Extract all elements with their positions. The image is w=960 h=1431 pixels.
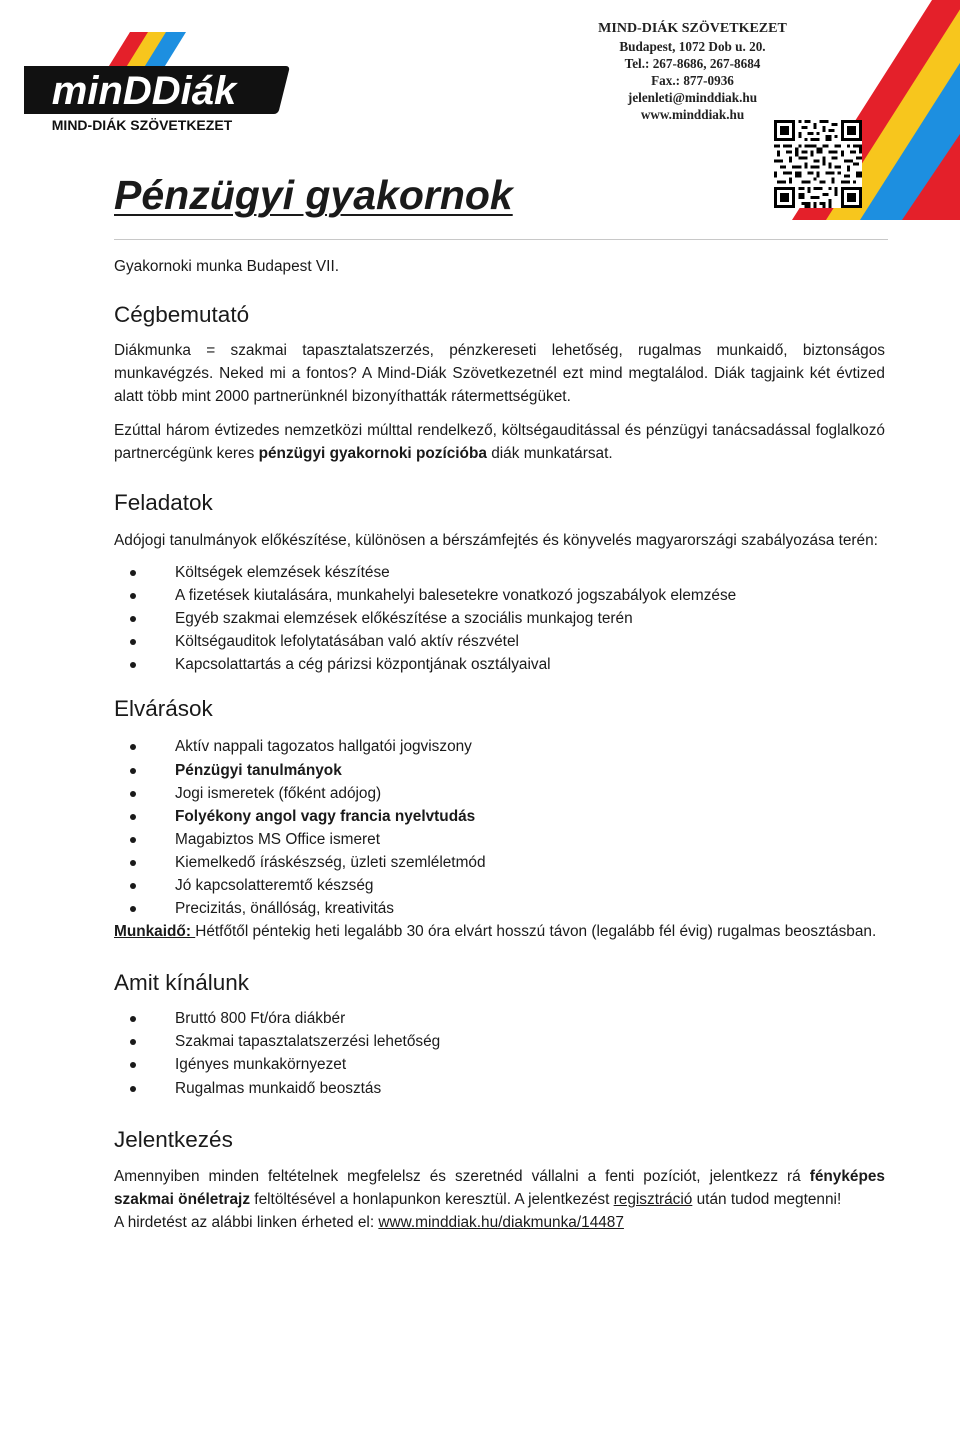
- qr-code-icon: [774, 120, 862, 208]
- list-item: [114, 759, 885, 782]
- list-item: Egyéb szakmai elemzések előkészítése a szociális munkajog terén: [114, 607, 885, 630]
- ad-link-paragraph: [114, 1211, 885, 1234]
- title-divider: [114, 239, 888, 240]
- list-item-bold: Pénzügyi tanulmányok: [175, 761, 342, 779]
- list-item: Költségek elemzések készítése: [114, 561, 885, 584]
- list-item: A fizetések kiutalására, munkahelyi balesetekre vonatkozó jogszabályok elemzése: [114, 584, 885, 607]
- website[interactable]: www.minddiak.hu: [640, 107, 745, 122]
- apply-bold-1: fényképes: [809, 1167, 885, 1185]
- fax: Fax.: 877-0936: [651, 73, 734, 88]
- email[interactable]: jelenleti@minddiak.hu: [627, 90, 758, 105]
- logo-subtext: MIND-DIÁK SZÖVETKEZET: [51, 117, 233, 133]
- main-content: [114, 255, 885, 1234]
- list-item: Jó kapcsolatteremtő készség: [114, 874, 885, 897]
- offer-list: [114, 1007, 885, 1099]
- apply-bold-2: szakmai önéletrajz: [114, 1190, 251, 1208]
- list-item: Költségauditok lefolytatásában való aktív részvétel: [114, 630, 885, 653]
- company-logo: [24, 26, 310, 136]
- ad-link-text: A hirdetést az alábbi linken érheted el:: [114, 1213, 379, 1231]
- section-heading-apply: Jelentkezés: [114, 1126, 233, 1152]
- phone: Tel.: 267-8686, 267-8684: [624, 56, 761, 71]
- apply-text-3: után tudod megtenni!: [692, 1190, 842, 1208]
- job-title: Pénzügyi gyakornok: [114, 172, 513, 218]
- list-item: Jogi ismeretek (főként adójog): [114, 782, 885, 805]
- ad-link[interactable]: www.minddiak.hu/diakmunka/14487: [378, 1213, 624, 1231]
- worktime-label: Munkaidő:: [114, 923, 196, 941]
- list-item-bold: Folyékony angol vagy francia nyelvtudás: [175, 807, 476, 825]
- company-p2-text: Ezúttal három évtizedes nemzetközi múlttal rendelkező, költségauditással és pénzügyi tanácsadással foglalkozó partnercégünk keres: [114, 422, 885, 462]
- list-item: Precizitás, önállóság, kreativitás: [114, 897, 885, 920]
- list-item: Igényes munkakörnyezet: [114, 1053, 885, 1076]
- registration-link[interactable]: regisztráció: [613, 1190, 693, 1208]
- org-name: MIND-DIÁK SZÖVETKEZET: [598, 21, 787, 36]
- apply-text-2: feltöltésével a honlapunkon keresztül. A jelentkezést: [250, 1190, 614, 1208]
- company-paragraph-1: Diákmunka = szakmai tapasztalatszerzés, pénzkereseti lehetőség, rugalmas munkaidő, biztonságos munkavégzés. Neked mi a fontos? A Mind-Diák Szövetkezetnél ezt mind megtalálod. Diák tagjaink két évtized alatt több mint 2000 partnerünknél bizonyíthatták rátermettségüket.: [114, 342, 885, 405]
- contact-info: [570, 20, 815, 123]
- list-item: Aktív nappali tagozatos hallgatói jogviszony: [114, 735, 885, 758]
- apply-text-1: Amennyiben minden feltételnek megfelelsz és szeretnéd vállalni a fenti pozíciót, jelentkezz rá: [114, 1167, 810, 1185]
- address: Budapest, 1072 Dob u. 20.: [619, 39, 766, 54]
- list-item: Kiemelkedő íráskészség, üzleti szemléletmód: [114, 851, 885, 874]
- worktime-text: Hétfőtől péntekig heti legalább 30 óra elvárt hosszú távon (legalább fél évig) rugalmas beosztásban.: [195, 923, 877, 941]
- company-paragraph-2: [114, 419, 885, 465]
- company-p2-bold: pénzügyi gyakornoki pozícióba: [258, 445, 487, 462]
- list-item: Magabiztos MS Office ismeret: [114, 828, 885, 851]
- requirements-list: [114, 735, 885, 920]
- tasks-list: [114, 561, 885, 676]
- list-item: [114, 805, 885, 828]
- section-heading-tasks: Feladatok: [114, 490, 213, 515]
- list-item: Bruttó 800 Ft/óra diákbér: [114, 1007, 885, 1030]
- list-item: Rugalmas munkaidő beosztás: [114, 1077, 885, 1100]
- worktime-paragraph: [114, 920, 885, 943]
- job-subtitle: Gyakornoki munka Budapest VII.: [114, 258, 339, 275]
- list-item: Szakmai tapasztalatszerzési lehetőség: [114, 1030, 885, 1053]
- tasks-intro: Adójogi tanulmányok előkészítése, különösen a bérszámfejtés és könyvelés magyarországi szabályozása terén:: [114, 532, 878, 549]
- company-p2-end: diák munkatársat.: [486, 445, 613, 462]
- section-heading-requirements: Elvárások: [114, 696, 213, 722]
- apply-paragraph: [114, 1165, 885, 1211]
- section-heading-company: Cégbemutató: [114, 302, 250, 327]
- logo-text: minDDiák: [51, 69, 237, 113]
- section-heading-offer: Amit kínálunk: [114, 970, 250, 996]
- list-item: Kapcsolattartás a cég párizsi központjának osztályaival: [114, 653, 885, 676]
